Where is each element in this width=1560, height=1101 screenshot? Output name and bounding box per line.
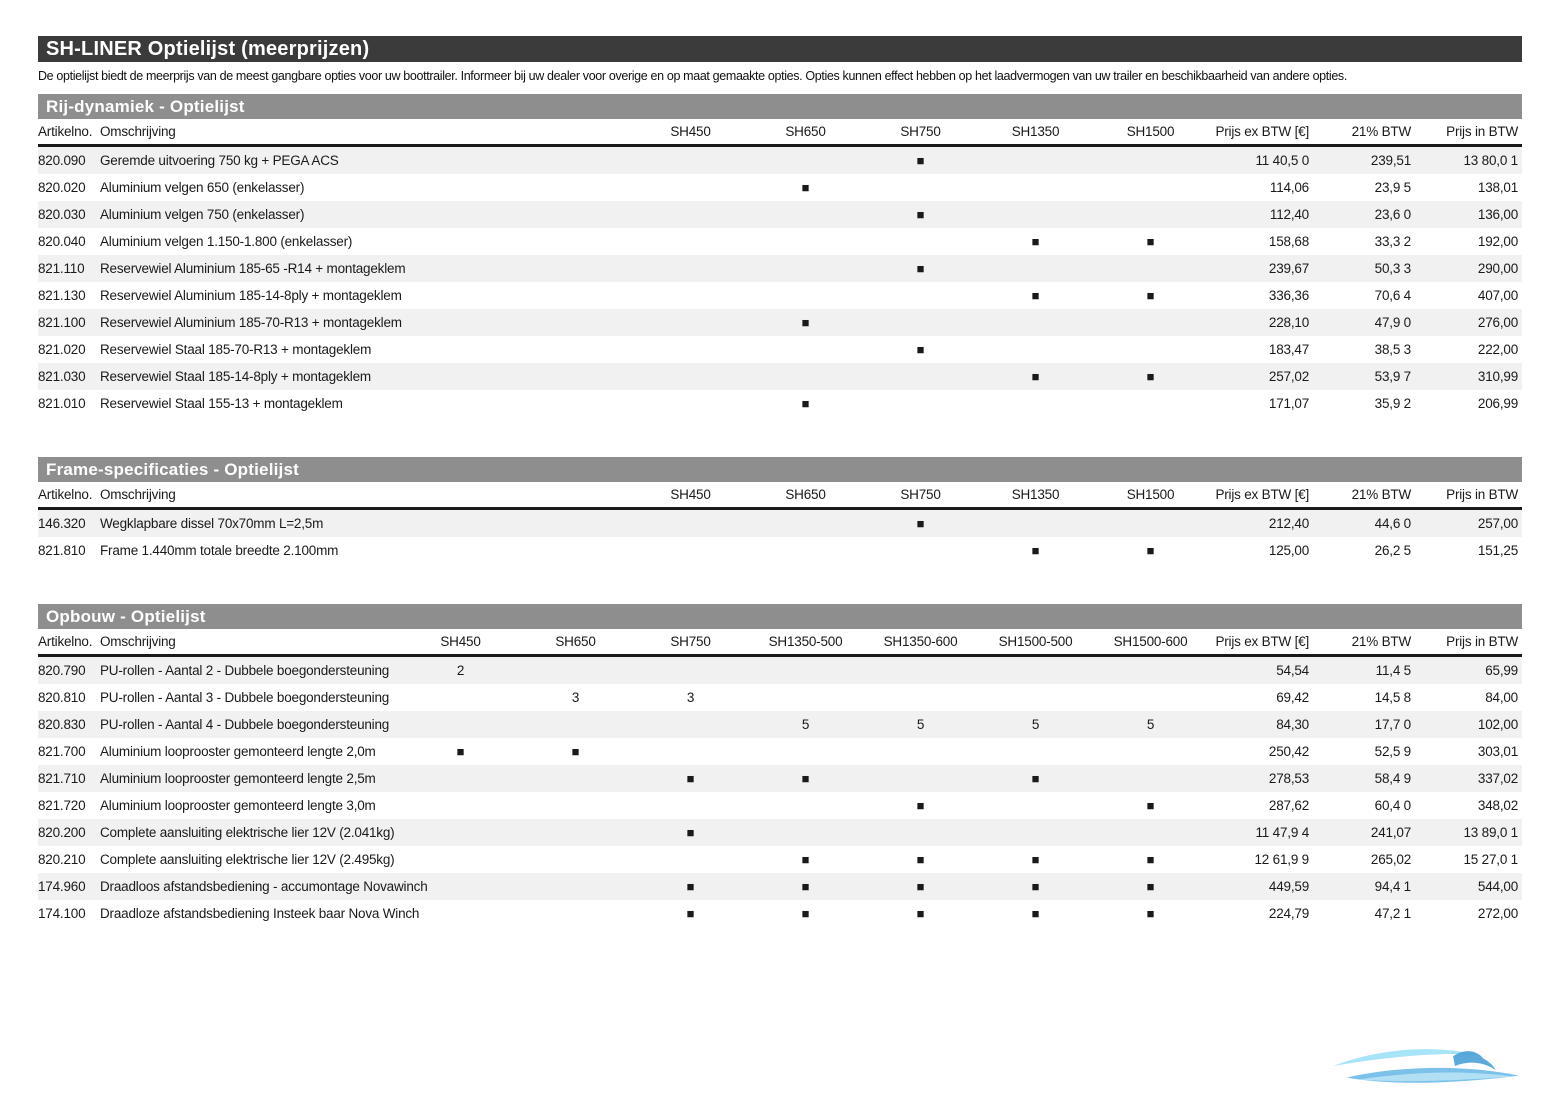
table-row [38, 201, 1522, 228]
price-column-header: 21% BTW [1351, 634, 1411, 649]
options-table [38, 119, 1522, 417]
omschrijving-cell: Geremde uitvoering 750 kg + PEGA ACS [100, 153, 339, 168]
page-title-bar [38, 36, 1522, 62]
model-column-header: SH450 [670, 124, 711, 139]
availability-mark-cell: ■ [686, 771, 695, 786]
price-cell: 337,02 [1477, 771, 1518, 786]
availability-mark-cell: ■ [916, 261, 925, 276]
price-cell: 449,59 [1268, 879, 1309, 894]
wave-logo-fin [1453, 1051, 1496, 1070]
availability-mark-cell: ■ [1146, 288, 1155, 303]
table-row [38, 684, 1522, 711]
omschrijving-column-header: Omschrijving [100, 487, 176, 502]
price-cell: 348,02 [1477, 798, 1518, 813]
availability-mark-cell: ■ [801, 180, 810, 195]
price-cell: 303,01 [1477, 744, 1518, 759]
availability-mark-cell: ■ [1146, 879, 1155, 894]
omschrijving-cell: Aluminium velgen 650 (enkelasser) [100, 180, 305, 195]
table-row [38, 792, 1522, 819]
model-column-header: SH1500-600 [1113, 634, 1188, 649]
artikelno-column-header: Artikelno. [38, 487, 93, 502]
section-title: Rij-dynamiek - Optielijst [46, 97, 245, 116]
price-cell: 125,00 [1268, 543, 1309, 558]
price-column-header: Prijs in BTW [1446, 487, 1518, 502]
price-cell: 239,67 [1268, 261, 1309, 276]
omschrijving-cell: Aluminium looprooster gemonteerd lengte 2,0m [100, 744, 376, 759]
availability-mark-cell: ■ [801, 771, 810, 786]
artikelno-cell: 174.100 [38, 906, 86, 921]
availability-mark-cell: ■ [1031, 906, 1040, 921]
price-cell: 53,9 7 [1374, 369, 1411, 384]
price-cell: 206,99 [1477, 396, 1518, 411]
availability-mark-cell: ■ [1146, 234, 1155, 249]
price-cell: 52,5 9 [1374, 744, 1411, 759]
table-row [38, 255, 1522, 282]
price-cell: 11 47,9 4 [1255, 825, 1309, 840]
price-cell: 171,07 [1268, 396, 1309, 411]
price-cell: 69,42 [1276, 690, 1309, 705]
availability-mark-cell: ■ [916, 153, 925, 168]
options-table [38, 482, 1522, 564]
table-row [38, 147, 1522, 174]
model-column-header: SH450 [670, 487, 711, 502]
price-cell: 23,6 0 [1374, 207, 1411, 222]
price-cell: 94,4 1 [1374, 879, 1411, 894]
artikelno-cell: 820.040 [38, 234, 86, 249]
artikelno-column-header: Artikelno. [38, 124, 93, 139]
table-row [38, 900, 1522, 927]
artikelno-cell: 821.020 [38, 342, 86, 357]
price-cell: 65,99 [1485, 663, 1518, 678]
price-column-header: Prijs ex BTW [€] [1215, 487, 1309, 502]
table-row [38, 537, 1522, 564]
omschrijving-cell: PU-rollen - Aantal 2 - Dubbele boegondersteuning [100, 663, 390, 678]
availability-mark-cell: ■ [916, 516, 925, 531]
availability-mark-cell: ■ [1146, 798, 1155, 813]
omschrijving-column-header: Omschrijving [100, 634, 176, 649]
availability-mark-cell: ■ [801, 315, 810, 330]
model-column-header: SH1500-500 [998, 634, 1073, 649]
availability-mark-cell: ■ [916, 207, 925, 222]
price-cell: 33,3 2 [1374, 234, 1411, 249]
price-cell: 44,6 0 [1374, 516, 1411, 531]
price-cell: 138,01 [1477, 180, 1518, 195]
table-row [38, 657, 1522, 684]
availability-mark-cell: ■ [456, 744, 465, 759]
artikelno-cell: 821.110 [38, 261, 85, 276]
model-column-header: SH450 [440, 634, 481, 649]
model-value-cell: 5 [1146, 717, 1155, 732]
price-column-header: 21% BTW [1351, 487, 1411, 502]
artikelno-cell: 821.710 [38, 771, 86, 786]
price-cell: 239,51 [1370, 153, 1411, 168]
price-cell: 84,00 [1485, 690, 1518, 705]
omschrijving-cell: Draadloos afstandsbediening - accumontage Novawinch [100, 879, 428, 894]
table-row [38, 846, 1522, 873]
omschrijving-cell: Draadloze afstandsbediening Insteek baar Nova Winch [100, 906, 420, 921]
table-row [38, 738, 1522, 765]
availability-mark-cell: ■ [1031, 234, 1040, 249]
table-row [38, 174, 1522, 201]
artikelno-cell: 820.090 [38, 153, 86, 168]
price-cell: 12 61,9 9 [1254, 852, 1309, 867]
omschrijving-cell: Complete aansluiting elektrische lier 12V (2.041kg) [100, 825, 395, 840]
price-cell: 114,06 [1269, 180, 1309, 195]
omschrijving-cell: Wegklapbare dissel 70x70mm L=2,5m [100, 516, 324, 531]
price-cell: 136,00 [1477, 207, 1518, 222]
section-title: Opbouw - Optielijst [46, 607, 206, 626]
price-cell: 257,00 [1477, 516, 1518, 531]
artikelno-cell: 820.790 [38, 663, 86, 678]
price-cell: 228,10 [1268, 315, 1309, 330]
model-value-cell: 2 [456, 663, 465, 678]
availability-mark-cell: ■ [1031, 879, 1040, 894]
availability-mark-cell: ■ [1031, 369, 1040, 384]
omschrijving-cell: Reservewiel Aluminium 185-65 -R14 + montageklem [100, 261, 406, 276]
artikelno-cell: 146.320 [38, 516, 86, 531]
table-header-row [38, 119, 1522, 147]
price-cell: 13 80,0 1 [1463, 153, 1518, 168]
price-cell: 257,02 [1268, 369, 1309, 384]
option-list-page [38, 0, 1522, 927]
omschrijving-cell: Aluminium looprooster gemonteerd lengte 3,0m [100, 798, 376, 813]
model-column-header: SH1350 [1011, 487, 1060, 502]
availability-mark-cell: ■ [801, 852, 810, 867]
model-column-header: SH1350 [1011, 124, 1060, 139]
price-column-header: Prijs in BTW [1446, 634, 1518, 649]
omschrijving-cell: Reservewiel Staal 185-70-R13 + montageklem [100, 342, 372, 357]
price-cell: 35,9 2 [1374, 396, 1411, 411]
artikelno-cell: 821.720 [38, 798, 86, 813]
table-row [38, 390, 1522, 417]
availability-mark-cell: ■ [1031, 543, 1040, 558]
price-column-header: Prijs in BTW [1446, 124, 1518, 139]
model-column-header: SH650 [555, 634, 596, 649]
availability-mark-cell: ■ [1031, 771, 1040, 786]
price-cell: 102,00 [1477, 717, 1518, 732]
options-table [38, 629, 1522, 927]
price-cell: 11,4 5 [1375, 663, 1411, 678]
price-cell: 158,68 [1268, 234, 1309, 249]
availability-mark-cell: ■ [1146, 543, 1155, 558]
price-cell: 47,9 0 [1374, 315, 1411, 330]
section-header-bar [38, 457, 1522, 482]
price-cell: 38,5 3 [1374, 342, 1411, 357]
section-opbouw [38, 604, 1522, 927]
price-cell: 222,00 [1477, 342, 1518, 357]
table-header-row [38, 482, 1522, 510]
omschrijving-cell: Frame 1.440mm totale breedte 2.100mm [100, 543, 339, 558]
artikelno-cell: 820.200 [38, 825, 86, 840]
omschrijving-cell: Aluminium velgen 750 (enkelasser) [100, 207, 305, 222]
availability-mark-cell: ■ [916, 342, 925, 357]
omschrijving-cell: PU-rollen - Aantal 4 - Dubbele boegondersteuning [100, 717, 390, 732]
model-column-header: SH1350-600 [883, 634, 958, 649]
availability-mark-cell: ■ [686, 825, 695, 840]
price-cell: 287,62 [1268, 798, 1309, 813]
artikelno-cell: 821.100 [38, 315, 86, 330]
omschrijving-cell: Complete aansluiting elektrische lier 12V (2.495kg) [100, 852, 395, 867]
section-title: Frame-specificaties - Optielijst [46, 460, 299, 479]
price-cell: 60,4 0 [1374, 798, 1411, 813]
artikelno-cell: 821.700 [38, 744, 86, 759]
availability-mark-cell: ■ [1146, 369, 1155, 384]
price-cell: 276,00 [1477, 315, 1518, 330]
price-cell: 47,2 1 [1374, 906, 1411, 921]
table-row [38, 228, 1522, 255]
table-row [38, 819, 1522, 846]
availability-mark-cell: ■ [1031, 288, 1040, 303]
price-cell: 265,02 [1370, 852, 1411, 867]
model-column-header: SH750 [900, 487, 941, 502]
artikelno-cell: 820.830 [38, 717, 86, 732]
availability-mark-cell: ■ [1146, 906, 1155, 921]
price-cell: 84,30 [1276, 717, 1309, 732]
intro-text: De optielijst biedt de meerprijs van de meest gangbare opties voor uw boottrailer. Informeer bij uw dealer voor overige en op maat gemaakte opties. Opties kunnen effect hebben op het laadvermogen van uw trailer en beschikbaarheid van andere opties. [38, 69, 1347, 83]
omschrijving-cell: PU-rollen - Aantal 3 - Dubbele boegondersteuning [100, 690, 390, 705]
model-value-cell: 3 [686, 690, 695, 705]
page-title: SH-LINER Optielijst (meerprijzen) [46, 38, 370, 60]
section-rij-dynamiek [38, 94, 1522, 417]
price-cell: 310,99 [1477, 369, 1518, 384]
availability-mark-cell: ■ [801, 879, 810, 894]
price-cell: 14,5 8 [1374, 690, 1411, 705]
model-column-header: SH750 [900, 124, 941, 139]
availability-mark-cell: ■ [916, 906, 925, 921]
section-frame-specificaties [38, 457, 1522, 564]
model-value-cell: 3 [571, 690, 580, 705]
price-column-header: Prijs ex BTW [€] [1215, 124, 1309, 139]
table-header-row [38, 629, 1522, 657]
artikelno-cell: 174.960 [38, 879, 86, 894]
availability-mark-cell: ■ [916, 798, 925, 813]
price-cell: 250,42 [1268, 744, 1309, 759]
price-cell: 17,7 0 [1374, 717, 1411, 732]
price-cell: 11 40,5 0 [1255, 153, 1309, 168]
omschrijving-cell: Reservewiel Staal 155-13 + montageklem [100, 396, 343, 411]
availability-mark-cell: ■ [916, 879, 925, 894]
price-cell: 544,00 [1477, 879, 1518, 894]
availability-mark-cell: ■ [571, 744, 580, 759]
price-cell: 58,4 9 [1374, 771, 1411, 786]
availability-mark-cell: ■ [801, 396, 810, 411]
model-column-header: SH750 [670, 634, 711, 649]
artikelno-cell: 820.810 [38, 690, 86, 705]
artikelno-cell: 820.210 [38, 852, 86, 867]
model-value-cell: 5 [916, 717, 925, 732]
omschrijving-cell: Aluminium looprooster gemonteerd lengte 2,5m [100, 771, 376, 786]
price-cell: 183,47 [1268, 342, 1309, 357]
availability-mark-cell: ■ [1031, 852, 1040, 867]
section-header-bar [38, 94, 1522, 119]
section-gap [38, 417, 1522, 446]
availability-mark-cell: ■ [916, 852, 925, 867]
model-column-header: SH1350-500 [768, 634, 843, 649]
availability-mark-cell: ■ [686, 906, 695, 921]
price-column-header: Prijs ex BTW [€] [1215, 634, 1309, 649]
omschrijving-cell: Reservewiel Aluminium 185-14-8ply + montageklem [100, 288, 402, 303]
availability-mark-cell: ■ [1146, 852, 1155, 867]
price-cell: 290,00 [1477, 261, 1518, 276]
table-row [38, 510, 1522, 537]
availability-mark-cell: ■ [686, 879, 695, 894]
price-cell: 50,3 3 [1374, 261, 1411, 276]
model-column-header: SH1500 [1126, 124, 1175, 139]
artikelno-cell: 821.810 [38, 543, 86, 558]
model-column-header: SH650 [785, 487, 826, 502]
price-cell: 54,54 [1276, 663, 1309, 678]
price-cell: 112,40 [1269, 207, 1309, 222]
table-row [38, 711, 1522, 738]
omschrijving-cell: Aluminium velgen 1.150-1.800 (enkelasser) [100, 234, 353, 249]
price-cell: 15 27,0 1 [1463, 852, 1518, 867]
artikelno-column-header: Artikelno. [38, 634, 93, 649]
price-cell: 224,79 [1268, 906, 1309, 921]
artikelno-cell: 821.010 [38, 396, 86, 411]
omschrijving-cell: Reservewiel Aluminium 185-70-R13 + montageklem [100, 315, 402, 330]
omschrijving-column-header: Omschrijving [100, 124, 176, 139]
model-column-header: SH650 [785, 124, 826, 139]
price-cell: 13 89,0 1 [1463, 825, 1518, 840]
price-cell: 26,2 5 [1374, 543, 1411, 558]
price-column-header: 21% BTW [1351, 124, 1411, 139]
price-cell: 23,9 5 [1374, 180, 1411, 195]
price-cell: 192,00 [1477, 234, 1518, 249]
artikelno-cell: 821.030 [38, 369, 86, 384]
artikelno-cell: 820.020 [38, 180, 86, 195]
omschrijving-cell: Reservewiel Staal 185-14-8ply + montageklem [100, 369, 371, 384]
artikelno-cell: 820.030 [38, 207, 86, 222]
price-cell: 212,40 [1268, 516, 1309, 531]
price-cell: 70,6 4 [1374, 288, 1411, 303]
table-row [38, 309, 1522, 336]
section-header-bar [38, 604, 1522, 629]
price-cell: 407,00 [1477, 288, 1518, 303]
price-cell: 272,00 [1477, 906, 1518, 921]
artikelno-cell: 821.130 [38, 288, 86, 303]
table-row [38, 336, 1522, 363]
availability-mark-cell: ■ [801, 906, 810, 921]
model-value-cell: 5 [1031, 717, 1040, 732]
section-gap [38, 564, 1522, 593]
price-cell: 336,36 [1268, 288, 1309, 303]
price-cell: 241,07 [1370, 825, 1411, 840]
table-row [38, 282, 1522, 309]
price-cell: 151,25 [1477, 543, 1518, 558]
table-row [38, 765, 1522, 792]
table-row [38, 363, 1522, 390]
wave-logo [1328, 1037, 1524, 1095]
table-row [38, 873, 1522, 900]
model-value-cell: 5 [801, 717, 810, 732]
price-cell: 278,53 [1268, 771, 1309, 786]
model-column-header: SH1500 [1126, 487, 1175, 502]
